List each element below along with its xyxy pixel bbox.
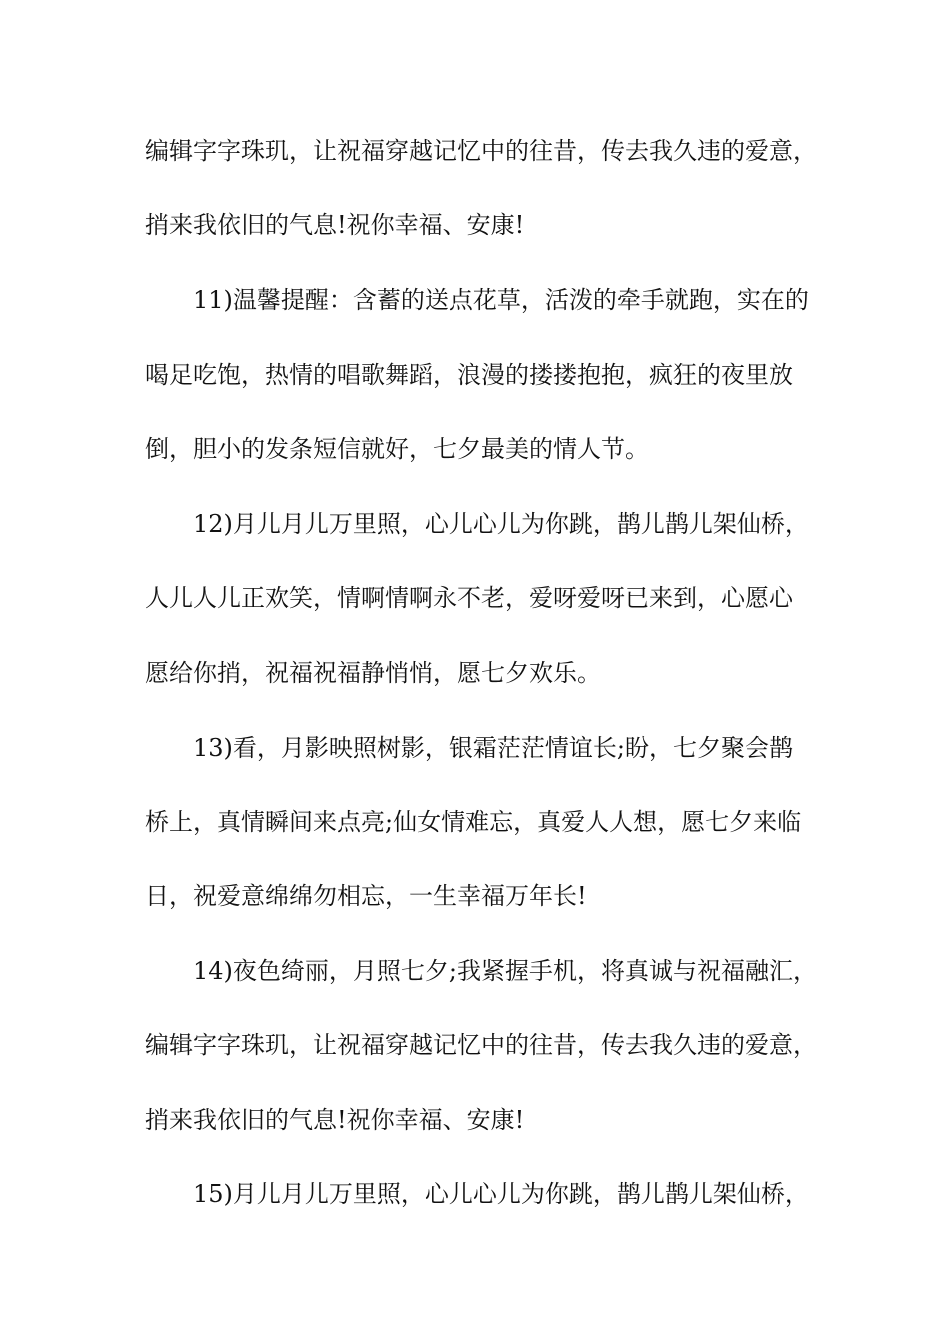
- text-line: 倒，胆小的发条短信就好，七夕最美的情人节。: [145, 435, 649, 463]
- text-line: 捎来我依旧的气息!祝你幸福、安康!: [145, 211, 525, 239]
- text-line: 人儿人儿正欢笑，情啊情啊永不老，爱呀爱呀已来到，心愿心: [145, 584, 793, 612]
- text-line: 编辑字字珠玑，让祝福穿越记忆中的往昔，传去我久违的爱意，: [145, 137, 817, 165]
- paragraph-11-start: 11)温馨提醒：含蓄的送点花草，活泼的牵手就跑，实在的: [193, 286, 809, 314]
- paragraph-15-start: 15)月儿月儿万里照，心儿心儿为你跳，鹊儿鹊儿架仙桥，: [193, 1180, 809, 1208]
- paragraph-13-start: 13)看，月影映照树影，银霜茫茫情谊长;盼，七夕聚会鹊: [193, 734, 793, 762]
- text-line: 愿给你捎，祝福祝福静悄悄，愿七夕欢乐。: [145, 659, 601, 687]
- text-line: 桥上，真情瞬间来点亮;仙女情难忘，真爱人人想，愿七夕来临: [145, 808, 802, 836]
- text-line: 编辑字字珠玑，让祝福穿越记忆中的往昔，传去我久违的爱意，: [145, 1031, 817, 1059]
- text-line: 喝足吃饱，热情的唱歌舞蹈，浪漫的搂搂抱抱，疯狂的夜里放: [145, 361, 793, 389]
- text-line: 捎来我依旧的气息!祝你幸福、安康!: [145, 1106, 525, 1134]
- paragraph-14-start: 14)夜色绮丽，月照七夕;我紧握手机，将真诚与祝福融汇，: [193, 957, 817, 985]
- text-line: 日，祝爱意绵绵勿相忘，一生幸福万年长!: [145, 882, 587, 910]
- paragraph-12-start: 12)月儿月儿万里照，心儿心儿为你跳，鹊儿鹊儿架仙桥，: [193, 510, 809, 538]
